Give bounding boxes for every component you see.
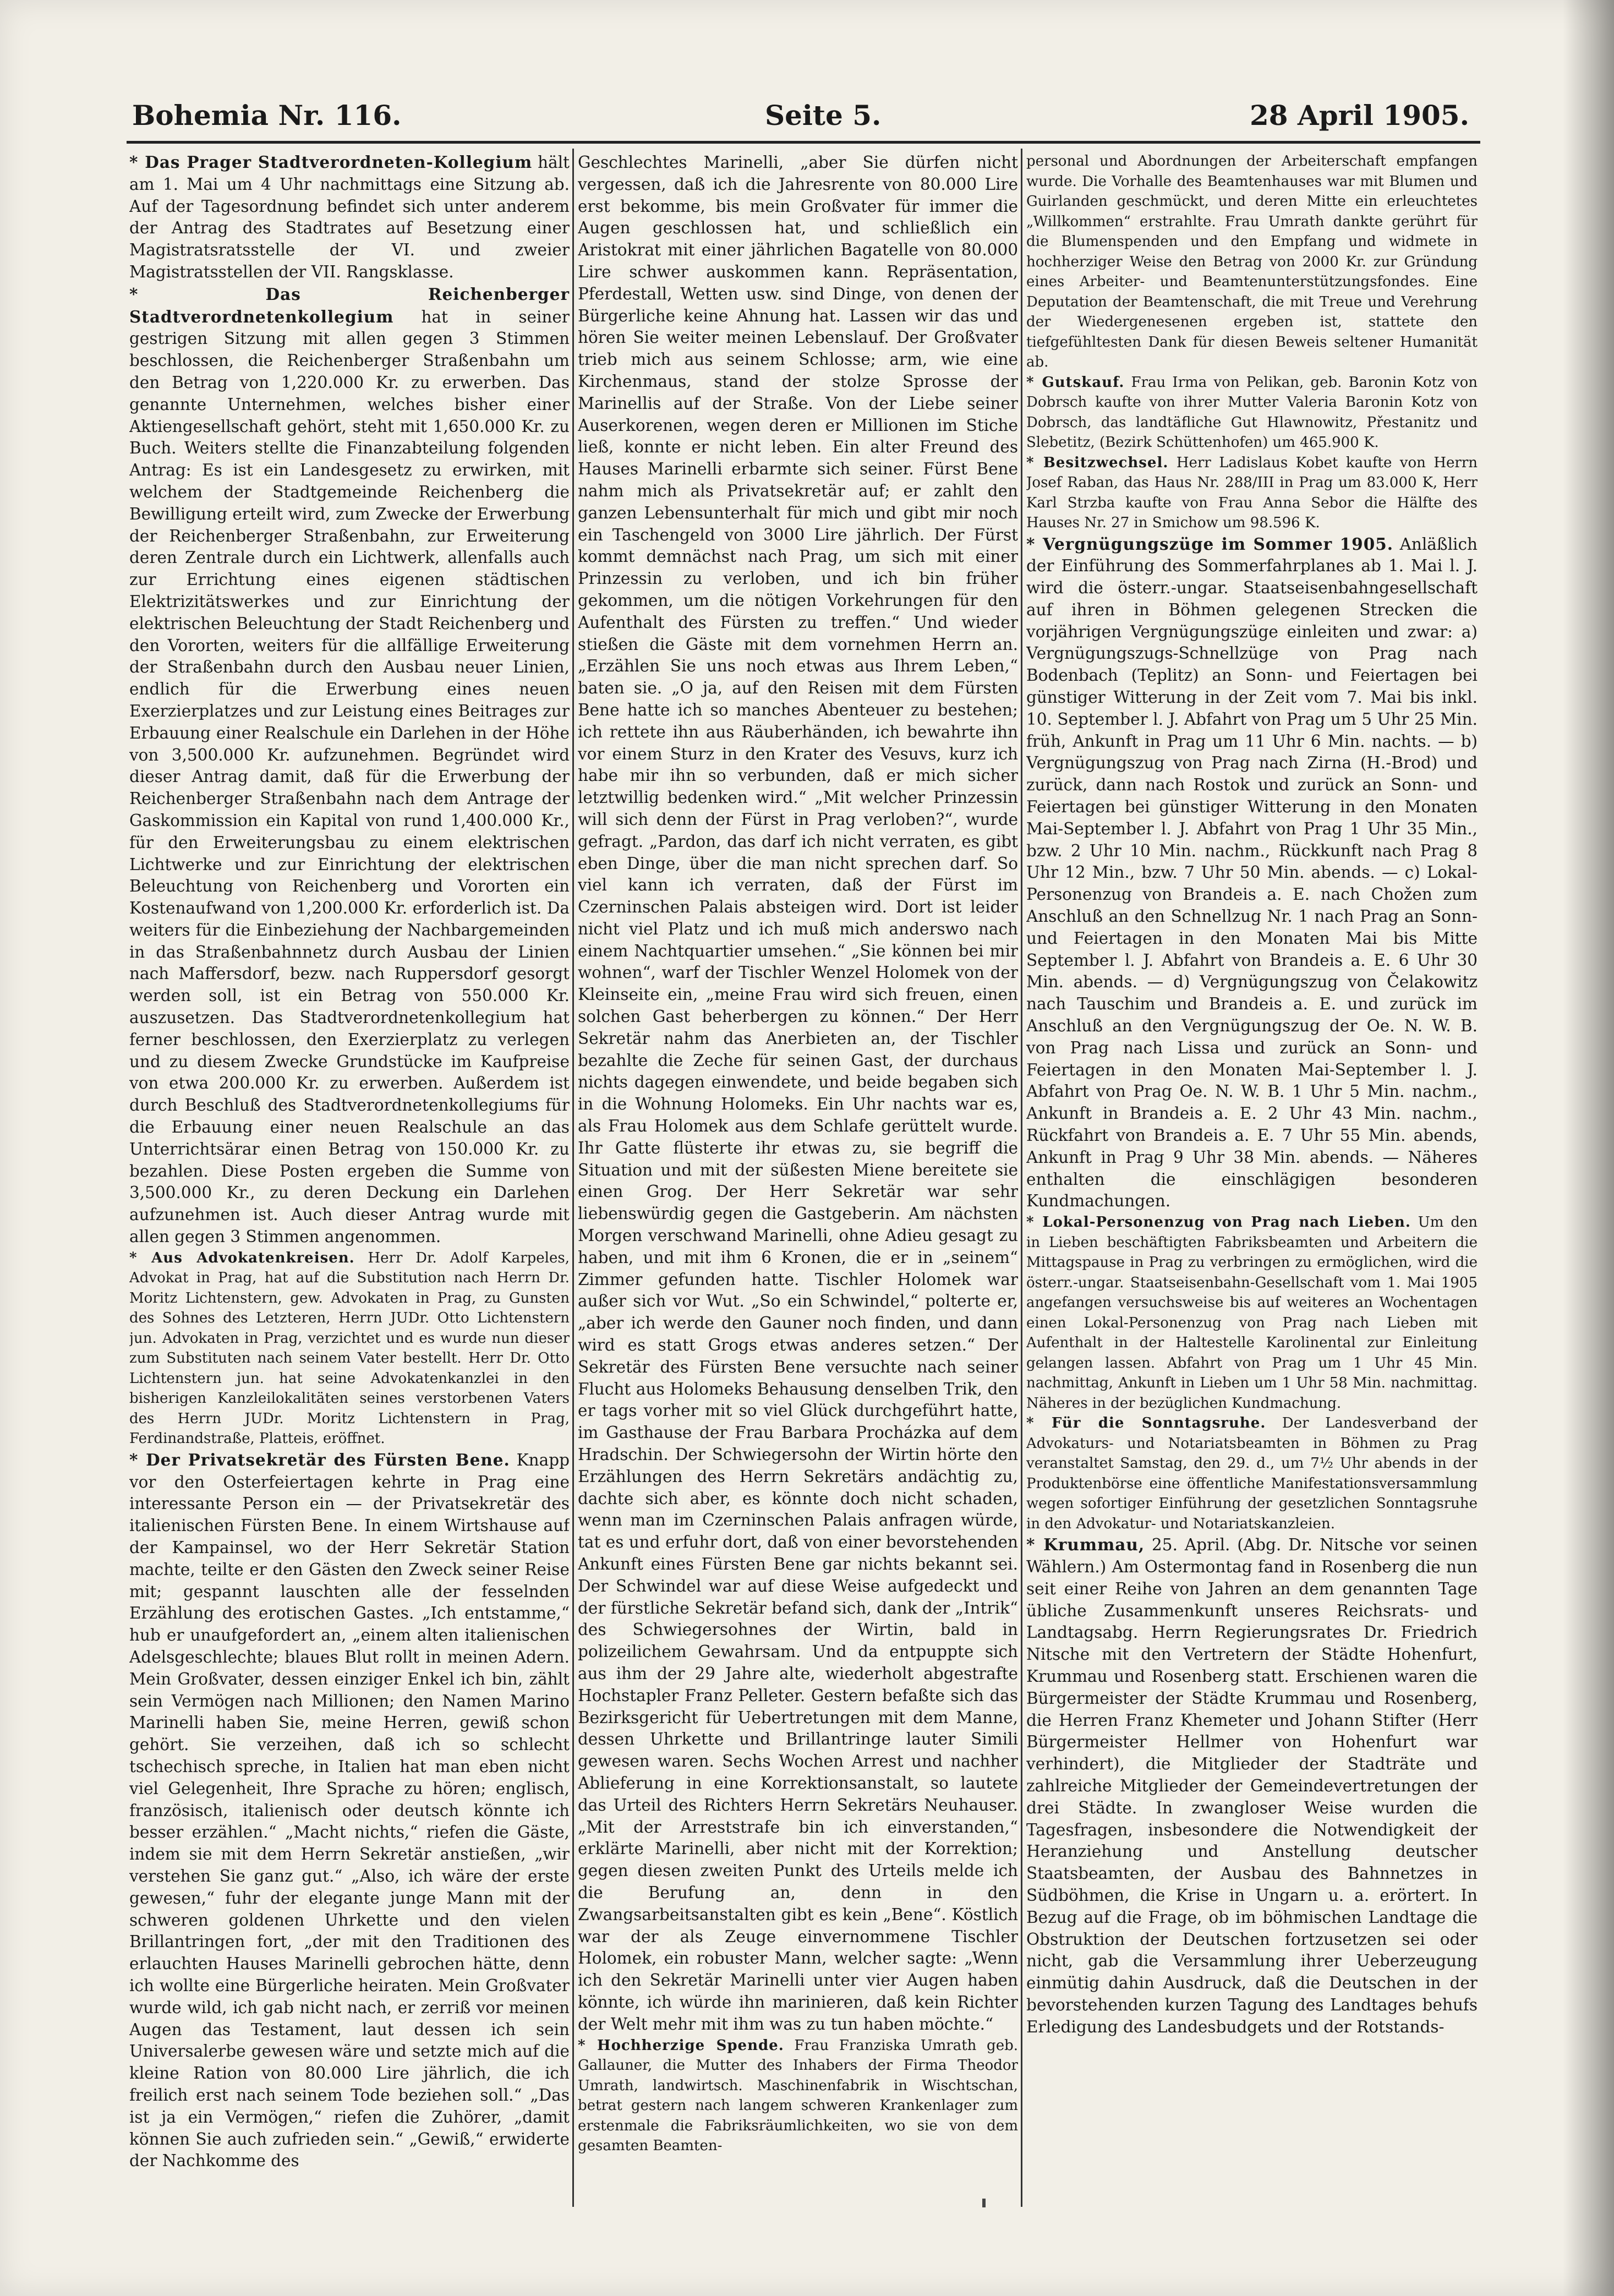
article bbox=[1026, 1413, 1478, 1534]
article-headline: * Für die Sonntagsruhe. bbox=[1026, 1415, 1266, 1432]
article-headline: * Aus Advokatenkreisen. bbox=[129, 1249, 355, 1266]
page-number: Seite 5. bbox=[765, 99, 882, 132]
article-body: Herr Dr. Adolf Karpeles, Advokat in Prag, hat auf die Substitution nach Herrn Dr. Moritz Lichtenstern, gew. Advokaten in Prag, zu Gunsten des Sohnes des Letzteren, Herrn JUDr. Otto Lichtenstern jun. Advokaten in Prag, verzichtet und es wurde nun dieser zum Substituten nach seinem Vater bestellt. Herr Dr. Otto Lichtenstern jun. hat seine Advokatenkanzlei in den bisherigen Kanzleilokalitäten seines verstorbenen Vaters des Herrn JUDr. Moritz Lichtenstern in Prag, Ferdinandstraße, Platteis, eröffnet. bbox=[129, 1249, 570, 1447]
article-body: hat in seiner gestrigen Sitzung mit allen gegen 3 Stimmen beschlossen, die Reichenberger Straßenbahn um den Betrag von 1,220.000 Kr. zu erwerben. Das genannte Unternehmen, welches bisher einer Aktiengesellschaft gehört, steht mit 1,650.000 Kr. zu Buch. Weiters stellte die Finanzabteilung folgenden Antrag: Es ist ein Landesgesetz zu erwirken, mit welchem der Stadtgemeinde Reichenberg die Bewilligung erteilt wird, zum Zwecke der Erwerbung der Reichenberger Straßenbahn, zur Erweiterung deren Zentrale durch ein Lichtwerk, allenfalls auch zur Errichtung eines eigenen städtischen Elektrizitätswerkes und zur Einrichtung der elektrischen Beleuchtung der Stadt Reichenberg und den Vororten, weiters für die allfällige Erweiterung der Straßenbahn durch den Ausbau neuer Linien, endlich für die Erwerbung eines neuen Exerzierplatzes und zur Leistung eines Beitrages zur Erbauung einer Realschule ein Darlehen in der Höhe von 3,500.000 Kr. aufzunehmen. Begründet wird dieser Antrag damit, daß für die Erwerbung der Reichenberger Straßenbahn nach dem Antrage der Gaskommission ein Kapital von rund 1,400.000 Kr., für den Erweiterungsbau zu einem elektrischen Lichtwerke und zur Einrichtung der elektrischen Beleuchtung von Reichenberg und Vororten ein Kostenaufwand von 1,200.000 Kr. erforderlich ist. Da weiters für die Einbeziehung der Nachbargemeinden in das Straßenbahnnetz durch Ausbau der Linien nach Maffersdorf, bezw. nach Ruppersdorf gesorgt werden soll, ist ein Betrag von 550.000 Kr. auszusetzen. Das Stadtverordnetenkollegium hat ferner beschlossen, den Exerzierplatz zu verlegen und zu diesem Zwecke Grundstücke im Kaufpreise von etwa 200.000 Kr. zu erwerben. Außerdem ist durch Beschluß des Stadtverordnetenkollegiums für die Erbauung einer neuen Realschule an das Unterrichtsärar einen Betrag von 150.000 Kr. zu bezahlen. Diese Posten ergeben die Summe von 3,500.000 Kr., zu deren Deckung ein Darlehen aufzunehmen ist. Auch dieser Antrag wurde mit allen gegen 3 Stimmen angenommen. bbox=[129, 307, 570, 1247]
article-body: Frau Irma von Pelikan, geb. Baronin Kotz von Dobrsch kaufte von ihrer Mutter Valeria Baronin Kotz von Dobrsch, das landtäfliche Gut Hlawnowitz, Přestanitz und Slebetitz, (Bezirk Schüttenhofen) um 465.900 K. bbox=[1026, 374, 1478, 451]
article-body: Knapp vor den Osterfeiertagen kehrte in Prag eine interessante Person ein — der Privatsekretär des italienischen Fürsten Bene. In einem Wirtshause auf der Kampainsel, wo der Herr Sekretär Station machte, teilte er den Gästen den Zweck seiner Reise mit; gespannt lauschten alle der fesselnden Erzählung des erotischen Gastes. „Ich entstamme,“ hub er unaufgefordert an, „einem alten italienischen Adelsgeschlechte; blaues Blut rollt in meinen Adern. Mein Großvater, dessen einziger Enkel ich bin, zählt sein Vermögen nach Millionen; den Namen Marino Marinelli haben Sie, meine Herren, gewiß schon gehört. Sie verzeihen, daß ich so schlecht tschechisch spreche, in Italien hat man eben nicht viel Gelegenheit, Ihre Sprache zu hören; englisch, französisch, italienisch oder deutsch könnte ich besser erzählen.“ „Macht nichts,“ riefen die Gäste, indem sie mit dem Herrn Sekretär anstießen, „wir verstehen Sie ganz gut.“ „Also, ich wäre der erste gewesen,“ fuhr der elegante junge Mann mit der schweren goldenen Uhrkette und den vielen Brillantringen fort, „der mit den Traditionen des erlauchten Hauses Marinelli gebrochen hätte, denn ich wollte eine Bürgerliche heiraten. Mein Großvater wurde wild, ich gab nicht nach, er zerriß vor meinen Augen das Testament, laut dessen ich sein Universalerbe gewesen wäre und setzte mich auf die kleine Ration von 80.000 Lire jährlich, die ich freilich erst nach seinem Tode beziehen soll.“ „Das ist ja ein Vermögen,“ riefen die Zuhörer, „damit können Sie auch zufrieden sein.“ „Gewiß,“ erwiderte der Nachkomme des bbox=[129, 1450, 570, 2171]
article-headline: * Vergnügungszüge im Sommer 1905. bbox=[1026, 534, 1394, 554]
article bbox=[1026, 453, 1478, 533]
article bbox=[129, 1449, 570, 2172]
article bbox=[1026, 151, 1478, 373]
article bbox=[1026, 1534, 1478, 2038]
column-3 bbox=[1026, 151, 1478, 2204]
article-headline: * Hochherzige Spende. bbox=[578, 2037, 784, 2054]
article bbox=[1026, 1212, 1478, 1413]
article-body: Herr Ladislaus Kobet kaufte von Herrn Josef Raban, das Haus Nr. 288/III in Prag um 83.000 K, Herr Karl Strzba kaufte von Frau Anna Sebor die Hälfte des Hauses Nr. 27 in Smichow um 98.596 K. bbox=[1026, 454, 1478, 531]
article bbox=[578, 151, 1018, 2036]
article bbox=[129, 283, 570, 1248]
article-body: Frau Franziska Umrath geb. Gallauner, die Mutter des Inhabers der Firma Theodor Umrath, landwirtsch. Maschinenfabrik in Wischtschan, betrat gestern nach langem schweren Krankenlager zum erstenmale die Fabriksräumlichkeiten, wo sie von dem gesamten Beamten- bbox=[578, 2037, 1018, 2155]
article-body: hält am 1. Mai um 4 Uhr nachmittags eine Sitzung ab. Auf der Tagesordnung befindet sich unter anderem der Antrag des Stadtrates auf Besetzung einer Magistratsratsstelle der VI. und zweier Magistratsstellen der VII. Rangsklasse. bbox=[129, 153, 570, 281]
header-rule bbox=[127, 141, 1480, 144]
masthead bbox=[132, 99, 1469, 138]
page-fold-shadow bbox=[1563, 0, 1614, 2296]
issue-date: 28 April 1905. bbox=[1249, 99, 1469, 132]
article-body: Um den in Lieben beschäftigten Fabriksbeamten und Arbeitern die Mittagspause in Prag zu verbringen zu ermöglichen, wird die österr.-ungar. Staatseisenbahn-Gesellschaft vom 1. Mai 1905 angefangen versuchsweise bis auf weiteres an Wochentagen einen Lokal-Personenzug von Prag nach Lieben mit Aufenthalt in der Haltestelle Karolinental zur Einleitung gelangen lassen. Abfahrt von Prag um 1 Uhr 45 Min. nachmittag, Ankunft in Lieben um 1 Uhr 58 Min. nachmittag. Näheres in der bezüglichen Kundmachung. bbox=[1026, 1214, 1478, 1412]
article-headline: * Der Privatsekretär des Fürsten Bene. bbox=[129, 1450, 510, 1469]
article bbox=[129, 151, 570, 283]
column-2 bbox=[578, 151, 1018, 2204]
article-body: Geschlechtes Marinelli, „aber Sie dürfen nicht vergessen, daß ich die Jahresrente von 80.000 Lire erst bekomme, bis mein Großvater für immer die Augen geschlossen hat, und schließlich ein Aristokrat mit einer jährlichen Bagatelle von 80.000 Lire schwer auskommen kann. Repräsentation, Pferdestall, Wetten usw. sind Dinge, von denen der Bürgerliche keine Ahnung hat. Lassen wir das und hören Sie weiter meinen Lebenslauf. Der Großvater trieb mich aus seinem Schlosse; arm, wie eine Kirchenmaus, stand der stolze Sprosse der Marinellis auf der Straße. Von der Liebe seiner Auserkorenen, wegen deren er Millionen im Stiche ließ, konnte er nicht leben. Ein alter Freund des Hauses Marinelli erbarmte sich seiner. Fürst Bene nahm mich als Privatsekretär auf; er zahlt den ganzen Lebensunterhalt für mich und gibt mir noch ein Taschengeld von 3000 Lire jährlich. Der Fürst kommt demnächst nach Prag, um sich mit einer Prinzessin zu verloben, und ich bin früher gekommen, um die nötigen Vorkehrungen für den Aufenthalt des Fürsten zu treffen.“ Und wieder stießen die Gäste mit dem vornehmen Herrn an. „Erzählen Sie uns noch etwas aus Ihrem Leben,“ baten sie. „O ja, auf den Reisen mit dem Fürsten Bene hatte ich so manches Abenteuer zu bestehen; ich rettete ihn aus Räuberhänden, ich bewahrte ihn vor einem Sturz in den Krater des Vesuvs, kurz ich habe mir ihn so verbunden, daß er mich sicher letztwillig bedenken wird.“ „Mit welcher Prinzessin will sich denn der Fürst in Prag verloben?“, wurde gefragt. „Pardon, das darf ich nicht verraten, es gibt eben Dinge, über die man nicht sprechen darf. So viel kann ich verraten, daß der Fürst im Czerninschen Palais absteigen wird. Dort ist leider nicht viel Platz und ich muß mich anderswo nach einem Nachtquartier umsehen.“ „Sie können bei mir wohnen“, warf der Tischler Wenzel Holomek von der Kleinseite ein, „meine Frau wird sich freuen, einen solchen Gast beherbergen zu können.“ Der Herr Sekretär nahm das Anerbieten an, der Tischler bezahlte die Zeche für seinen Gast, der durchaus nichts dagegen einwendete, und beide begaben sich in die Wohnung Holomeks. Ein Uhr nachts war es, als Frau Holomek aus dem Schlafe gerüttelt wurde. Ihr Gatte flüsterte ihr etwas zu, sie begriff die Situation und mit der süßesten Miene bereitete sie einen Grog. Der Herr Sekretär war sehr liebenswürdig gegen die Gastgeberin. Am nächsten Morgen verschwand Marinelli, ohne Adieu gesagt zu haben, und mit ihm 6 Kronen, die er in „seinem“ Zimmer gefunden hatte. Tischler Holomek war außer sich vor Wut. „So ein Schwindel,“ polterte er, „aber ich werde den Gauner noch finden, und dann wird es statt Grogs etwas anderes setzen.“ Der Sekretär des Fürsten Bene versuchte nach seiner Flucht aus Holomeks Behausung denselben Trik, den er tags vorher mit so viel Glück durchgeführt hatte, im Gasthause der Frau Barbara Procházka auf dem Hradschin. Der Schwiegersohn der Wirtin hörte den Erzählungen des Herrn Sekretärs andächtig zu, dachte sich aber, es könnte doch nicht schaden, wenn man im Czerninschen Palais anfragen würde, tat es und erfuhr dort, daß von einer bevorstehenden Ankunft eines Fürsten Bene gar nichts bekannt sei. Der Schwindel war auf diese Weise aufgedeckt und der fürstliche Sekretär befand sich, dank der „Intrik“ des Schwiegersohnes der Wirtin, bald in polizeilichem Gewahrsam. Und da entpuppte sich aus ihm der 29 Jahre alte, wiederholt abgestrafte Hochstapler Franz Pelleter. Gestern befaßte sich das Bezirksgericht für Uebertretungen mit dem Manne, dessen Uhrkette und Brillantringe lauter Simili gewesen waren. Sechs Wochen Arrest und nachher Ablieferung in eine Korrektionsanstalt, so lautete das Urteil des Richters Herrn Sekretärs Neuhauser. „Mit der Arreststrafe bin ich einverstanden,“ erklärte Marinelli, aber nicht mit der Korrektion; gegen diesen zweiten Punkt des Urteils melde ich die Berufung an, denn in den Zwangsarbeitsanstalten gibt es kein „Bene“. Köstlich war der als Zeuge einvernommene Tischler Holomek, ein robuster Mann, welcher sagte: „Wenn ich den Sekretär Marinelli unter vier Augen haben könnte, ich würde ihn marinieren, daß kein Richter der Welt mehr mit ihm was zu tun haben möchte.“ bbox=[578, 153, 1018, 2033]
article-headline: * Das Prager Stadtverordneten-Kollegium bbox=[129, 152, 533, 172]
article bbox=[1026, 373, 1478, 453]
print-mark bbox=[982, 2199, 986, 2207]
article-body: 25. April. (Abg. Dr. Nitsche vor seinen Wählern.) Am Ostermontag fand in Rosenberg die nun seit einer Reihe von Jahren an dem genannten Tage übliche Zusammenkunft unseres Reichsrats- und Landtagsabg. Herrn Regierungsrates Dr. Friedrich Nitsche mit den Vertretern der Städte Hohenfurt, Krummau und Rosenberg statt. Erschienen waren die Bürgermeister der Städte Krummau und Rosenberg, die Herren Franz Khemeter und Johann Stifter (Herr Bürgermeister Hellmer von Hohenfurt war verhindert), die Mitglieder der Stadträte und zahlreiche Mitglieder der Gemeindevertretungen der drei Städte. In zwangloser Weise wurden die Tagesfragen, insbesondere die Notwendigkeit der Heranziehung und Anstellung deutscher Staatsbeamten, der Ausbau des Bahnnetzes in Südböhmen, die Krise in Ungarn u. a. erörtert. In Bezug auf die Frage, ob im böhmischen Landtage die Obstruktion der Deutschen fortzusetzen sei oder nicht, gab die Versammlung ihrer Ueberzeugung einmütig dahin Ausdruck, daß die Deutschen in der bevorstehenden kurzen Tagung des Landtages behufs Erledigung des Landesbudgets und der Rotstands- bbox=[1026, 1535, 1478, 2036]
article bbox=[578, 2036, 1018, 2156]
article-headline: * Gutskauf. bbox=[1026, 374, 1125, 391]
article-headline: * Das Reichenberger Stadtverordnetenkollegium bbox=[129, 284, 570, 326]
column-1 bbox=[129, 151, 570, 2204]
article-headline: * Krummau, bbox=[1026, 1535, 1145, 1555]
article-headline: * Besitzwechsel. bbox=[1026, 454, 1169, 471]
article-body: Anläßlich der Einführung des Sommerfahrplanes ab 1. Mai l. J. wird die österr.-ungar. Staatseisenbahngesellschaft auf ihren in Böhmen gelegenen Strecken die vorjährigen Vergnügungszüge einleiten und zwar: a) Vergnügungszugs-Schnellzüge von Prag nach Bodenbach (Teplitz) an Sonn- und Feiertagen bei günstiger Witterung in der Zeit vom 7. Mai bis inkl. 10. September l. J. Abfahrt von Prag um 5 Uhr 25 Min. früh, Ankunft in Prag um 11 Uhr 6 Min. nachts. — b) Vergnügungszug von Prag nach Zirna (H.-Brod) und zurück, dann nach Rostok und zurück an Sonn- und Feiertagen bei günstiger Witterung in den Monaten Mai-September l. J. Abfahrt von Prag 1 Uhr 35 Min., bzw. 2 Uhr 10 Min. nachm., Rückkunft nach Prag 8 Uhr 12 Min., bzw. 7 Uhr 50 Min. abends. — c) Lokal-Personenzug von Brandeis a. E. nach Chožen zum Anschluß an den Schnellzug Nr. 1 nach Prag an Sonn- und Feiertagen in den Monaten Mai bis Mitte September l. J. Abfahrt von Brandeis a. E. 6 Uhr 30 Min. abends. — d) Vergnügungszug von Čelakowitz nach Tauschim und Brandeis a. E. und zurück im Anschluß an den Vergnügungszug der Oe. N. W. B. von Prag nach Lissa und zurück an Sonn- und Feiertagen in den Monaten Mai-September l. J. Abfahrt von Prag Oe. N. W. B. 1 Uhr 5 Min. nachm., Ankunft in Brandeis a. E. 2 Uhr 43 Min. nachm., Rückfahrt von Brandeis a. E. 7 Uhr 55 Min. abends, Ankunft in Prag 9 Uhr 38 Min. abends. — Näheres enthalten die einschlägigen besonderen Kundmachungen. bbox=[1026, 534, 1478, 1211]
article-headline: * Lokal-Personenzug von Prag nach Lieben. bbox=[1026, 1214, 1411, 1231]
article-body: personal und Abordnungen der Arbeiterschaft empfangen wurde. Die Vorhalle des Beamtenhauses war mit Blumen und Guirlanden geschmückt, und deren Mitte ein erleuchtetes „Willkommen“ erstrahlte. Frau Umrath dankte gerührt für die Blumenspenden und den Empfang und widmete in hochherziger Weise den Betrag von 2000 Kr. zur Gründung eines Arbeiter- und Beamtenunterstützungsfondes. Eine Deputation der Beamtenschaft, die mit Treue und Verehrung der Wiedergenesenen ergeben ist, stattete den tiefgefühltesten Dank für diesen Beweis seltener Humanität ab. bbox=[1026, 153, 1478, 370]
article-body: Der Landesverband der Advokaturs- und Notariatsbeamten in Böhmen zu Prag veranstaltet Samstag, den 29. d., um 7½ Uhr abends in der Produktenbörse eine öffentliche Manifestationsversammlung wegen sofortiger Einführung der gesetzlichen Sonntagsruhe in den Advokatur- und Notariatskanzleien. bbox=[1026, 1415, 1478, 1532]
column-divider bbox=[1021, 149, 1022, 2207]
article bbox=[1026, 533, 1478, 1213]
paper-name: Bohemia Nr. 116. bbox=[132, 99, 402, 132]
article bbox=[129, 1248, 570, 1449]
column-divider bbox=[572, 149, 574, 2207]
